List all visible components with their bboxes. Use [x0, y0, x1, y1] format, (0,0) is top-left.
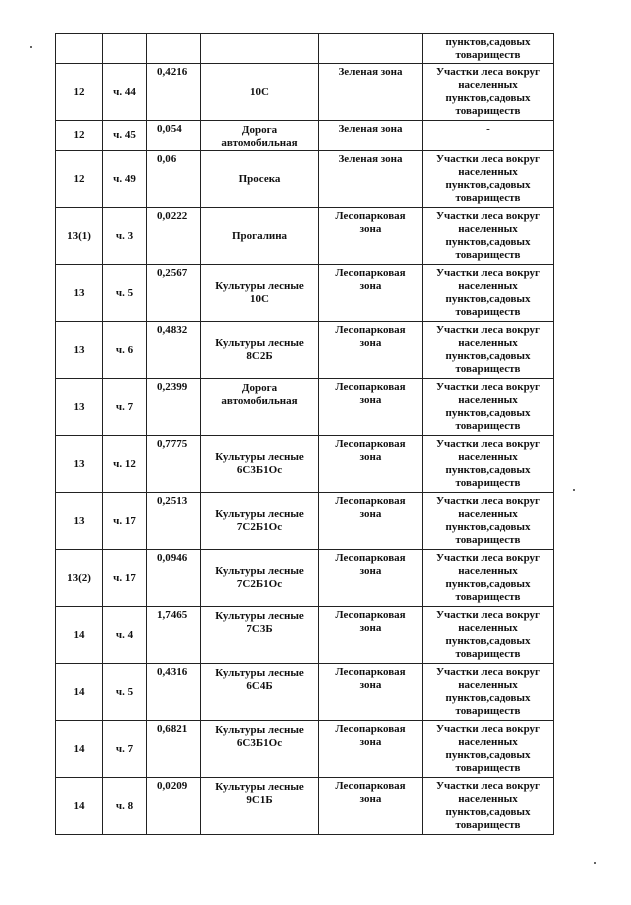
cell-category: Культуры лесные 6С3Б1Ос — [201, 436, 319, 493]
scan-speck — [30, 46, 32, 48]
table-row — [56, 550, 554, 607]
cell-part: ч. 7 — [103, 379, 147, 436]
cell-purpose: Участки леса вокруг населенных пунктов,садовых товариществ — [423, 151, 554, 208]
table-row — [56, 208, 554, 265]
cell-part: ч. 7 — [103, 721, 147, 778]
cell-area — [147, 34, 201, 64]
cell-category: 10С — [201, 64, 319, 121]
table-row — [56, 607, 554, 664]
cell-zone: Зеленая зона — [319, 151, 423, 208]
cell-purpose: Участки леса вокруг населенных пунктов,садовых товариществ — [423, 778, 554, 835]
cell-kvartal: 14 — [56, 778, 103, 835]
cell-purpose: Участки леса вокруг населенных пунктов,садовых товариществ — [423, 379, 554, 436]
cell-part: ч. 17 — [103, 550, 147, 607]
cell-zone: Зеленая зона — [319, 121, 423, 151]
cell-zone: Лесопарковая зона — [319, 493, 423, 550]
cell-purpose: Участки леса вокруг населенных пунктов,садовых товариществ — [423, 436, 554, 493]
cell-kvartal: 12 — [56, 151, 103, 208]
cell-part: ч. 44 — [103, 64, 147, 121]
table-row — [56, 493, 554, 550]
cell-kvartal: 14 — [56, 607, 103, 664]
cell-purpose: Участки леса вокруг населенных пунктов,садовых товариществ — [423, 64, 554, 121]
forest-plots-table — [55, 33, 554, 835]
cell-zone: Зеленая зона — [319, 64, 423, 121]
cell-purpose: Участки леса вокруг населенных пунктов,садовых товариществ — [423, 550, 554, 607]
cell-kvartal: 12 — [56, 64, 103, 121]
cell-zone: Лесопарковая зона — [319, 664, 423, 721]
cell-purpose: пунктов,садовых товариществ — [423, 34, 554, 64]
table-row — [56, 322, 554, 379]
cell-area: 0,4316 — [147, 664, 201, 721]
cell-kvartal: 13 — [56, 322, 103, 379]
cell-zone: Лесопарковая зона — [319, 550, 423, 607]
cell-category: Культуры лесные 6С3Б1Ос — [201, 721, 319, 778]
cell-purpose: - — [423, 121, 554, 151]
cell-part: ч. 6 — [103, 322, 147, 379]
cell-area: 0,7775 — [147, 436, 201, 493]
cell-zone: Лесопарковая зона — [319, 379, 423, 436]
cell-area: 0,4832 — [147, 322, 201, 379]
cell-purpose: Участки леса вокруг населенных пунктов,садовых товариществ — [423, 721, 554, 778]
cell-kvartal: 14 — [56, 721, 103, 778]
cell-area: 0,2513 — [147, 493, 201, 550]
scan-speck — [594, 862, 596, 864]
cell-kvartal — [56, 34, 103, 64]
cell-kvartal: 13(1) — [56, 208, 103, 265]
cell-zone: Лесопарковая зона — [319, 607, 423, 664]
cell-area: 0,2399 — [147, 379, 201, 436]
cell-part: ч. 8 — [103, 778, 147, 835]
cell-kvartal: 13(2) — [56, 550, 103, 607]
cell-purpose: Участки леса вокруг населенных пунктов,садовых товариществ — [423, 322, 554, 379]
cell-part: ч. 4 — [103, 607, 147, 664]
cell-purpose: Участки леса вокруг населенных пунктов,садовых товариществ — [423, 265, 554, 322]
cell-area: 0,4216 — [147, 64, 201, 121]
cell-zone: Лесопарковая зона — [319, 778, 423, 835]
cell-purpose: Участки леса вокруг населенных пунктов,садовых товариществ — [423, 208, 554, 265]
cell-area: 0,2567 — [147, 265, 201, 322]
cell-area: 1,7465 — [147, 607, 201, 664]
cell-part: ч. 17 — [103, 493, 147, 550]
cell-area: 0,6821 — [147, 721, 201, 778]
table-row — [56, 64, 554, 121]
cell-purpose: Участки леса вокруг населенных пунктов,садовых товариществ — [423, 493, 554, 550]
cell-zone: Лесопарковая зона — [319, 322, 423, 379]
cell-part: ч. 5 — [103, 265, 147, 322]
cell-zone: Лесопарковая зона — [319, 265, 423, 322]
table-row — [56, 436, 554, 493]
table-row — [56, 379, 554, 436]
cell-part: ч. 45 — [103, 121, 147, 151]
cell-kvartal: 14 — [56, 664, 103, 721]
cell-kvartal: 13 — [56, 265, 103, 322]
cell-category: Культуры лесные 10С — [201, 265, 319, 322]
scan-speck — [573, 489, 575, 491]
cell-kvartal: 13 — [56, 493, 103, 550]
table-row — [56, 121, 554, 151]
cell-purpose: Участки леса вокруг населенных пунктов,садовых товариществ — [423, 664, 554, 721]
cell-zone: Лесопарковая зона — [319, 721, 423, 778]
cell-category: Культуры лесные 7С3Б — [201, 607, 319, 664]
cell-category: Дорога автомобильная — [201, 121, 319, 151]
cell-zone: Лесопарковая зона — [319, 436, 423, 493]
cell-zone — [319, 34, 423, 64]
cell-category: Культуры лесные 7С2Б1Ос — [201, 550, 319, 607]
cell-category: Просека — [201, 151, 319, 208]
cell-zone: Лесопарковая зона — [319, 208, 423, 265]
cell-area: 0,0222 — [147, 208, 201, 265]
cell-part: ч. 3 — [103, 208, 147, 265]
cell-category: Культуры лесные 8С2Б — [201, 322, 319, 379]
cell-category: Культуры лесные 7С2Б1Ос — [201, 493, 319, 550]
cell-area: 0,0209 — [147, 778, 201, 835]
cell-purpose: Участки леса вокруг населенных пунктов,садовых товариществ — [423, 607, 554, 664]
table-row — [56, 265, 554, 322]
cell-area: 0,06 — [147, 151, 201, 208]
cell-part: ч. 49 — [103, 151, 147, 208]
table-row — [56, 721, 554, 778]
table-row — [56, 778, 554, 835]
cell-area: 0,0946 — [147, 550, 201, 607]
cell-kvartal: 13 — [56, 436, 103, 493]
table-row — [56, 34, 554, 64]
cell-kvartal: 12 — [56, 121, 103, 151]
cell-kvartal: 13 — [56, 379, 103, 436]
cell-area: 0,054 — [147, 121, 201, 151]
cell-category: Прогалина — [201, 208, 319, 265]
cell-part: ч. 12 — [103, 436, 147, 493]
table-row — [56, 151, 554, 208]
cell-category: Культуры лесные 9С1Б — [201, 778, 319, 835]
cell-category: Дорога автомобильная — [201, 379, 319, 436]
table-row — [56, 664, 554, 721]
cell-part — [103, 34, 147, 64]
table-body — [56, 34, 554, 835]
cell-category: Культуры лесные 6С4Б — [201, 664, 319, 721]
cell-part: ч. 5 — [103, 664, 147, 721]
cell-category — [201, 34, 319, 64]
